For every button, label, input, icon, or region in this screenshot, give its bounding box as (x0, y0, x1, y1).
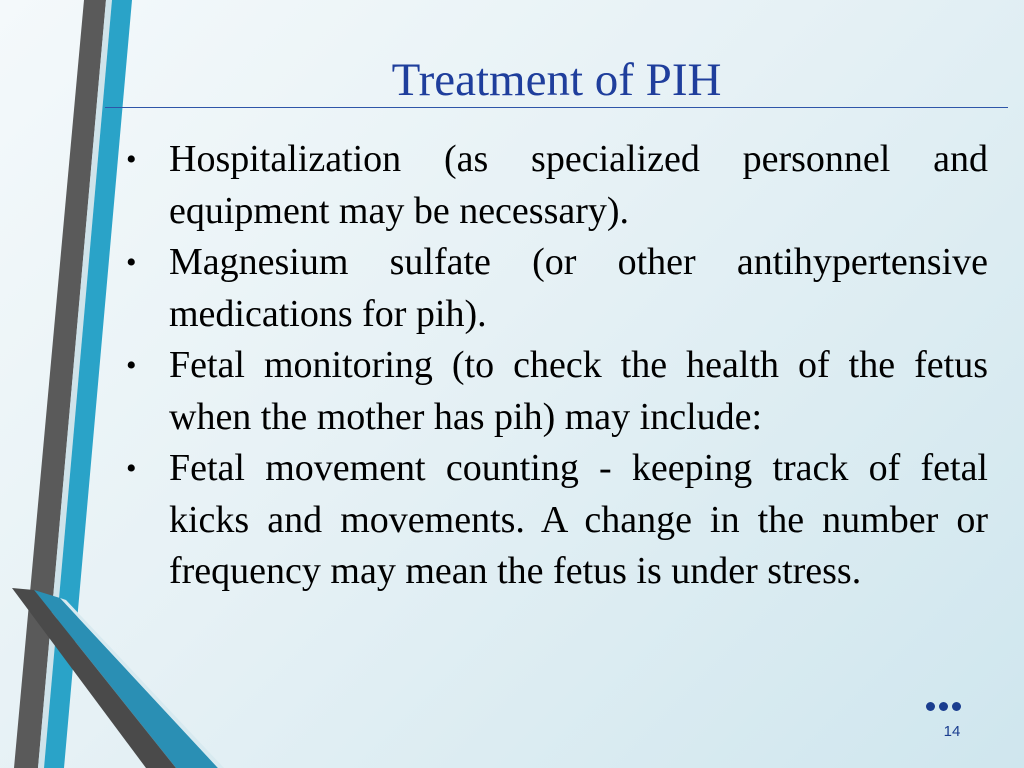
bullet-item-hospitalization (126, 134, 988, 237)
bullet-marker: • (126, 452, 137, 485)
bullet-item-magnesium-sulfate (126, 237, 988, 340)
bullet-item-fetal-movement-counting (126, 443, 988, 598)
slide-title: Treatment of PIH (391, 54, 722, 106)
ellipsis-dots-icon (924, 700, 964, 714)
bullet-text: Fetal movement counting - keeping track of fetal kicks and movements. A change in the number or frequency may mean the fetus is under stress. (169, 447, 988, 592)
bullet-text: Hospitalization (as specialized personnel and equipment may be necessary). (169, 138, 988, 232)
bullet-marker: • (126, 246, 137, 279)
bullet-marker: • (126, 349, 137, 382)
page-number: 14 (943, 723, 961, 740)
bullet-marker: • (126, 143, 137, 176)
bullet-text: Fetal monitoring (to check the health of the fetus when the mother has pih) may include: (169, 344, 988, 438)
bullet-text: Magnesium sulfate (or other antihypertensive medications for pih). (169, 241, 988, 335)
bullet-list (126, 134, 988, 598)
bullet-item-fetal-monitoring (126, 340, 988, 443)
title-divider (105, 107, 1008, 108)
